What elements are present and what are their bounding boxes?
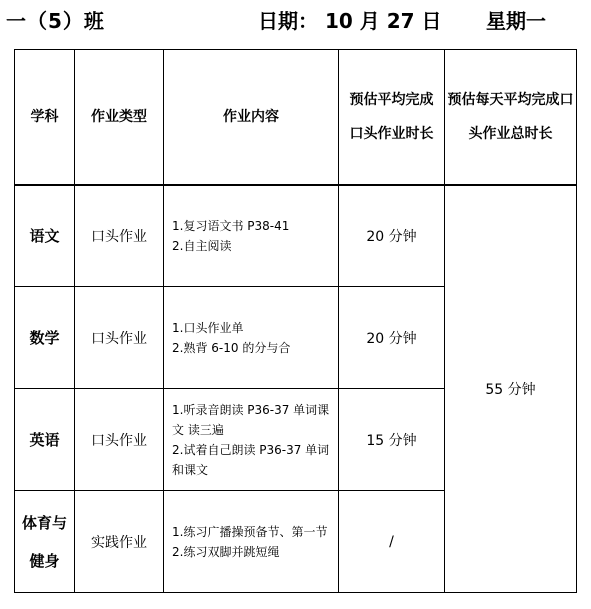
content-line: 2.练习双脚并跳短绳 bbox=[172, 544, 280, 559]
total-duration-cell: 55 分钟 bbox=[445, 185, 577, 593]
col-header-content: 作业内容 bbox=[164, 50, 339, 186]
col-header-total: 预估每天平均完成口头作业总时长 bbox=[445, 50, 577, 186]
subject-cell: 语文 bbox=[15, 185, 75, 287]
subject-cell: 英语 bbox=[15, 389, 75, 491]
duration-cell: / bbox=[339, 491, 445, 593]
content-line: 2.试着自己朗读 P36-37 单词和课文 bbox=[172, 442, 330, 477]
col-header-duration: 预估平均完成口头作业时长 bbox=[339, 50, 445, 186]
duration-cell: 20 分钟 bbox=[339, 185, 445, 287]
content-line: 1.复习语文书 P38-41 bbox=[172, 219, 290, 233]
col-header-type: 作业类型 bbox=[75, 50, 164, 186]
class-name: 一（5）班 bbox=[6, 9, 105, 33]
content-cell bbox=[164, 491, 339, 593]
content-cell bbox=[164, 389, 339, 491]
table-header-row bbox=[15, 50, 577, 186]
duration-cell: 20 分钟 bbox=[339, 287, 445, 389]
col-header-subject: 学科 bbox=[15, 50, 75, 186]
content-cell bbox=[164, 287, 339, 389]
content-line: 1.练习广播操预备节、第一节 bbox=[172, 524, 328, 539]
type-cell: 口头作业 bbox=[75, 389, 164, 491]
homework-table bbox=[14, 49, 577, 593]
type-cell: 口头作业 bbox=[75, 287, 164, 389]
table-row bbox=[15, 185, 577, 287]
subject-cell: 数学 bbox=[15, 287, 75, 389]
weekday: 星期一 bbox=[486, 9, 546, 33]
content-line: 2.自主阅读 bbox=[172, 239, 232, 253]
type-cell: 口头作业 bbox=[75, 185, 164, 287]
content-line: 1.听录音朗读 P36-37 单词课文 读三遍 bbox=[172, 402, 330, 437]
date: 日期： 10 月 27 日 bbox=[258, 9, 442, 33]
subject-cell: 体育与健身 bbox=[15, 491, 75, 593]
content-cell bbox=[164, 185, 339, 287]
type-cell: 实践作业 bbox=[75, 491, 164, 593]
duration-cell: 15 分钟 bbox=[339, 389, 445, 491]
content-line: 1.口头作业单 bbox=[172, 320, 244, 335]
header bbox=[0, 0, 591, 40]
content-line: 2.熟背 6-10 的分与合 bbox=[172, 340, 291, 355]
